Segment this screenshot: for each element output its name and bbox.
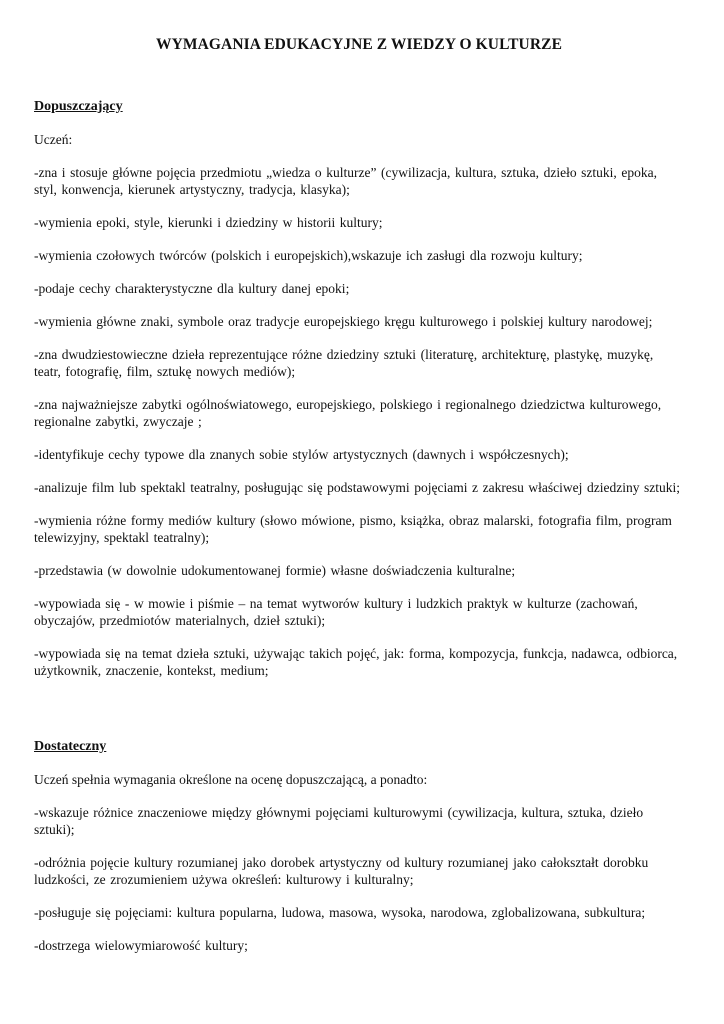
section-heading: Dostateczny xyxy=(34,739,107,754)
requirement-item: -zna najważniejsze zabytki ogólnoświatowego, europejskiego, polskiego i regionalnego dziedzictwa kulturowego, regionalne zabytki, zwyczaje ; xyxy=(34,397,662,429)
requirement-item: -dostrzega wielowymiarowość kultury; xyxy=(34,938,248,953)
requirement-item: -wypowiada się - w mowie i piśmie – na temat wytworów kultury i ludzkich praktyk w kulturze (zachowań, obyczajów, przedmiotów materialnych, dzieł sztuki); xyxy=(34,596,638,628)
document-title: WYMAGANIA EDUKACYJNE Z WIEDZY O KULTURZE xyxy=(155,36,563,53)
requirement-item: -posługuje się pojęciami: kultura popularna, ludowa, masowa, wysoka, narodowa, zglobalizowana, subkultura; xyxy=(34,905,646,920)
section-intro: Uczeń: xyxy=(34,132,73,147)
requirement-item: -zna dwudziestowieczne dzieła reprezentujące różne dziedziny sztuki (literaturę, architekturę, plastykę, muzykę, teatr, fotografię, film, sztukę nowych mediów); xyxy=(34,347,654,379)
section-intro: Uczeń spełnia wymagania określone na ocenę dopuszczającą, a ponadto: xyxy=(34,772,428,787)
requirement-item: -zna i stosuje główne pojęcia przedmiotu „wiedza o kulturze” (cywilizacja, kultura, sztuka, dzieło sztuki, epoka, styl, konwencja, kierunek artystyczny, tradycja, klasyka); xyxy=(34,165,657,197)
requirement-item: -wymienia główne znaki, symbole oraz tradycje europejskiego kręgu kulturowego i polskiej kultury narodowej; xyxy=(34,314,653,329)
requirement-item: -wypowiada się na temat dzieła sztuki, używając takich pojęć, jak: forma, kompozycja, funkcja, nadawca, odbiorca, użytkownik, znaczenie, kontekst, medium; xyxy=(34,646,678,678)
requirement-item: -przedstawia (w dowolnie udokumentowanej formie) własne doświadczenia kulturalne; xyxy=(34,563,516,578)
requirement-item: -wymienia czołowych twórców (polskich i europejskich),wskazuje ich zasługi dla rozwoju kultury; xyxy=(34,248,583,263)
requirement-item: -podaje cechy charakterystyczne dla kultury danej epoki; xyxy=(34,281,350,296)
requirement-item: -wskazuje różnice znaczeniowe między głównymi pojęciami kulturowymi (cywilizacja, kultura, sztuka, dzieło sztuki); xyxy=(34,805,644,837)
requirement-item: -wymienia różne formy mediów kultury (słowo mówione, pismo, książka, obraz malarski, fotografia film, program telewizyjny, spektakl teatralny); xyxy=(34,513,672,545)
requirement-item: -identyfikuje cechy typowe dla znanych sobie stylów artystycznych (dawnych i współczesnych); xyxy=(34,447,569,462)
requirement-item: -wymienia epoki, style, kierunki i dziedziny w historii kultury; xyxy=(34,215,383,230)
requirement-item: -analizuje film lub spektakl teatralny, posługując się podstawowymi pojęciami z zakresu właściwej dziedziny sztuki; xyxy=(34,480,681,495)
section-heading: Dopuszczający xyxy=(34,99,123,114)
section-dopuszczajacy xyxy=(34,98,684,679)
requirement-item: -odróżnia pojęcie kultury rozumianej jako dorobek artystyczny od kultury rozumianej jako całokształt dorobku ludzkości, ze zrozumieniem używa określeń: kulturowy i kulturalny; xyxy=(34,855,649,887)
section-dostateczny xyxy=(34,738,684,954)
